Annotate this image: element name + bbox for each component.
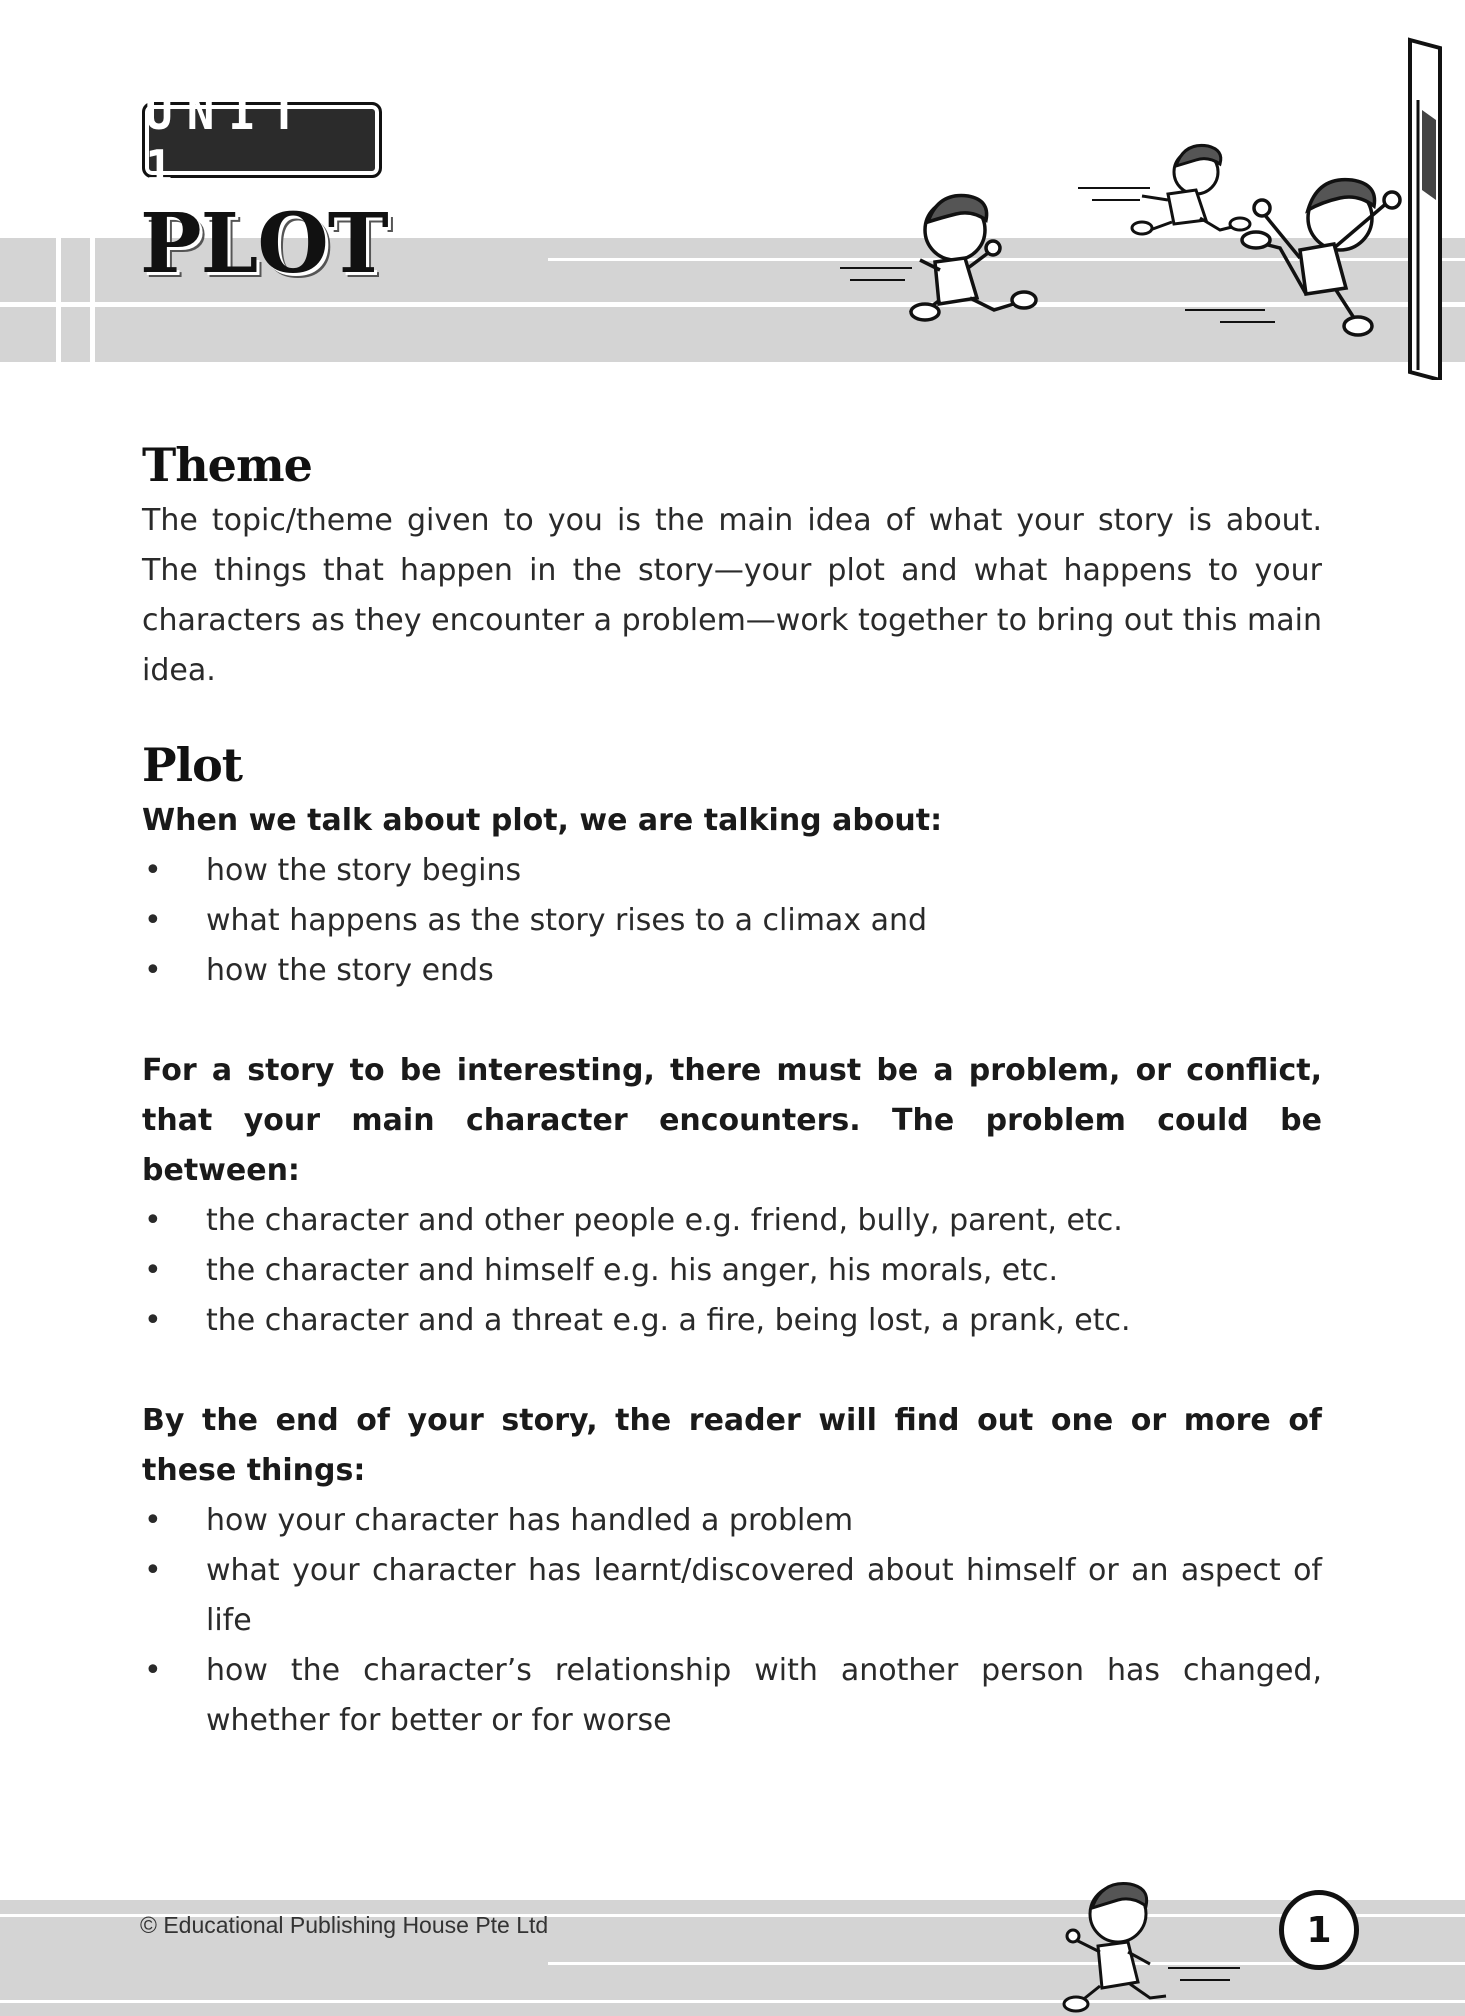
theme-section xyxy=(142,438,1322,696)
theme-heading: Theme xyxy=(142,438,312,492)
page-number: 1 xyxy=(1279,1890,1359,1970)
list-item: • the character and a threat e.g. a fire, being lost, a prank, etc. xyxy=(142,1296,1322,1346)
goal-post-icon xyxy=(1410,40,1440,380)
plot-bullet-list xyxy=(142,846,1322,996)
bullet-icon: • xyxy=(144,1203,162,1238)
plot-section xyxy=(142,738,1322,1746)
list-item: • the character and himself e.g. his anger, his morals, etc. xyxy=(142,1246,1322,1296)
list-item: • what happens as the story rises to a climax and xyxy=(142,896,1322,946)
ending-bullet-list xyxy=(142,1496,1322,1746)
conflict-bullet-list xyxy=(142,1196,1322,1346)
conflict-intro: For a story to be interesting, there must be a problem, or conflict, that your main character encounters. The problem could be between: xyxy=(142,1053,1322,1188)
page-title: PLOT xyxy=(140,196,388,292)
bullet-icon: • xyxy=(144,1253,162,1288)
list-item: • the character and other people e.g. friend, bully, parent, etc. xyxy=(142,1196,1322,1246)
list-item: • how your character has handled a problem xyxy=(142,1496,1322,1546)
plot-heading: Plot xyxy=(142,738,242,792)
ending-intro: By the end of your story, the reader will find out one or more of these things: xyxy=(142,1403,1322,1488)
bullet-icon: • xyxy=(144,953,162,988)
plot-intro: When we talk about plot, we are talking about: xyxy=(142,803,943,838)
list-item: • how the story begins xyxy=(142,846,1322,896)
unit-badge xyxy=(142,86,382,194)
theme-paragraph: The topic/theme given to you is the main idea of what your story is about. The things that happen in the story—your plot and what happens to your characters as they encounter a problem—work together to bring out this main idea. xyxy=(142,503,1322,688)
bullet-icon: • xyxy=(144,853,162,888)
list-item: • how the story ends xyxy=(142,946,1322,996)
copyright-text: © Educational Publishing House Pte Ltd xyxy=(140,1912,549,1938)
bullet-icon: • xyxy=(144,903,162,938)
runner-child-2-icon xyxy=(1078,145,1250,234)
unit-label: UNIT 1 xyxy=(145,86,312,194)
footer-band xyxy=(0,1880,1465,2016)
list-item: • what your character has learnt/discovered about himself or an aspect of life xyxy=(142,1546,1322,1646)
bullet-icon: • xyxy=(144,1553,162,1588)
bullet-icon: • xyxy=(144,1653,162,1688)
bullet-icon: • xyxy=(144,1303,162,1338)
list-item: • how the character’s relationship with another person has changed, whether for better or for worse xyxy=(142,1646,1322,1746)
bullet-icon: • xyxy=(144,1503,162,1538)
